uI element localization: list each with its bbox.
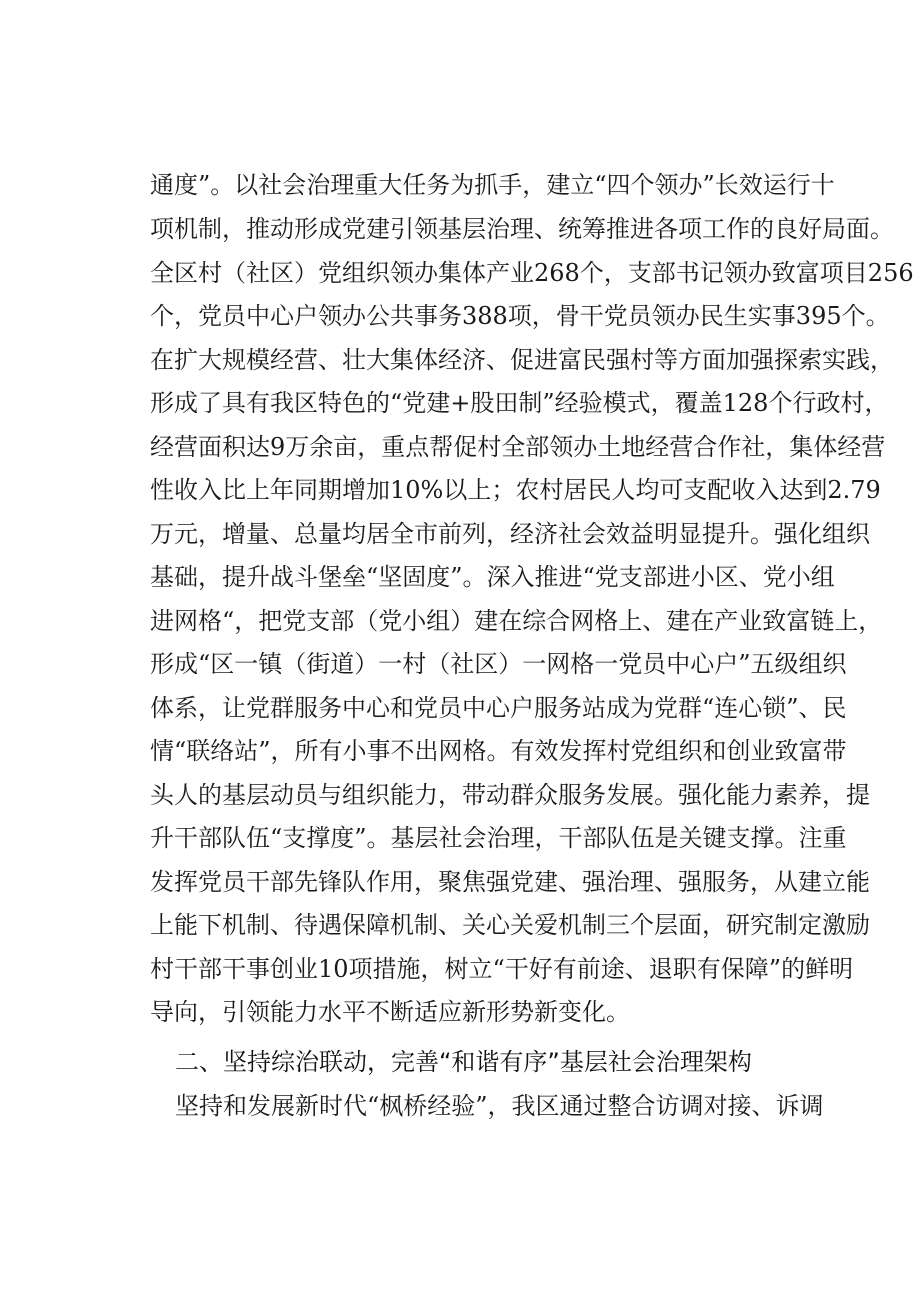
body-line-1: 通度”。以社会治理重大任务为抓手，建立“四个领办”长效运行十: [150, 171, 835, 199]
section-heading: 二、坚持综治联动，完善“和谐有序”基层社会治理架构: [175, 1048, 752, 1076]
body-line-5: 在扩大规模经营、壮大集体经济、促进富民强村等方面加强探索实践，: [150, 346, 894, 374]
body-line-3: 全区村（社区）党组织领办集体产业268个，支部书记领办致富项目256: [150, 259, 914, 287]
body-line-12: 形成“区一镇（街道）一村（社区）一网格一党员中心户”五级组织: [150, 650, 847, 678]
body-line-8: 性收入比上年同期增加10%以上；农村居民人均可支配收入达到2.79: [150, 476, 881, 504]
body-line-20: 导向，引领能力水平不断适应新形势新变化。: [150, 998, 630, 1026]
body-line-15: 头人的基层动员与组织能力，带动群众服务发展。强化能力素养，提: [150, 781, 870, 809]
body-line-19: 村干部干事创业10项措施，树立“干好有前途、退职有保障”的鲜明: [150, 955, 854, 983]
next-paragraph-line-1: 坚持和发展新时代“枫桥经验”，我区通过整合访调对接、诉调: [175, 1092, 824, 1120]
body-line-13: 体系，让党群服务中心和党员中心户服务站成为党群“连心锁”、民: [150, 694, 847, 722]
body-line-11: 进网格“，把党支部（党小组）建在综合网格上、建在产业致富链上，: [150, 607, 883, 635]
body-line-18: 上能下机制、待遇保障机制、关心关爱机制三个层面，研究制定激励: [150, 911, 870, 939]
body-line-17: 发挥党员干部先锋队作用，聚焦强党建、强治理、强服务，从建立能: [150, 868, 870, 896]
body-line-16: 升干部队伍“支撑度”。基层社会治理，干部队伍是关键支撑。注重: [150, 824, 847, 852]
body-line-4: 个，党员中心户领办公共事务388项，骨干党员领办民生实事395个。: [150, 302, 890, 330]
body-line-6: 形成了具有我区特色的“党建+股田制”经验模式，覆盖128个行政村，: [150, 389, 889, 417]
body-line-7: 经营面积达9万余亩，重点帮促村全部领办土地经营合作社，集体经营: [150, 433, 886, 461]
body-line-14: 情“联络站”，所有小事不出网格。有效发挥村党组织和创业致富带: [150, 737, 847, 765]
body-line-10: 基础，提升战斗堡垒“坚固度”。深入推进“党支部进小区、党小组: [150, 563, 835, 591]
body-line-2: 项机制，推动形成党建引领基层治理、统筹推进各项工作的良好局面。: [150, 215, 894, 243]
body-line-9: 万元，增量、总量均居全市前列，经济社会效益明显提升。强化组织: [150, 520, 870, 548]
